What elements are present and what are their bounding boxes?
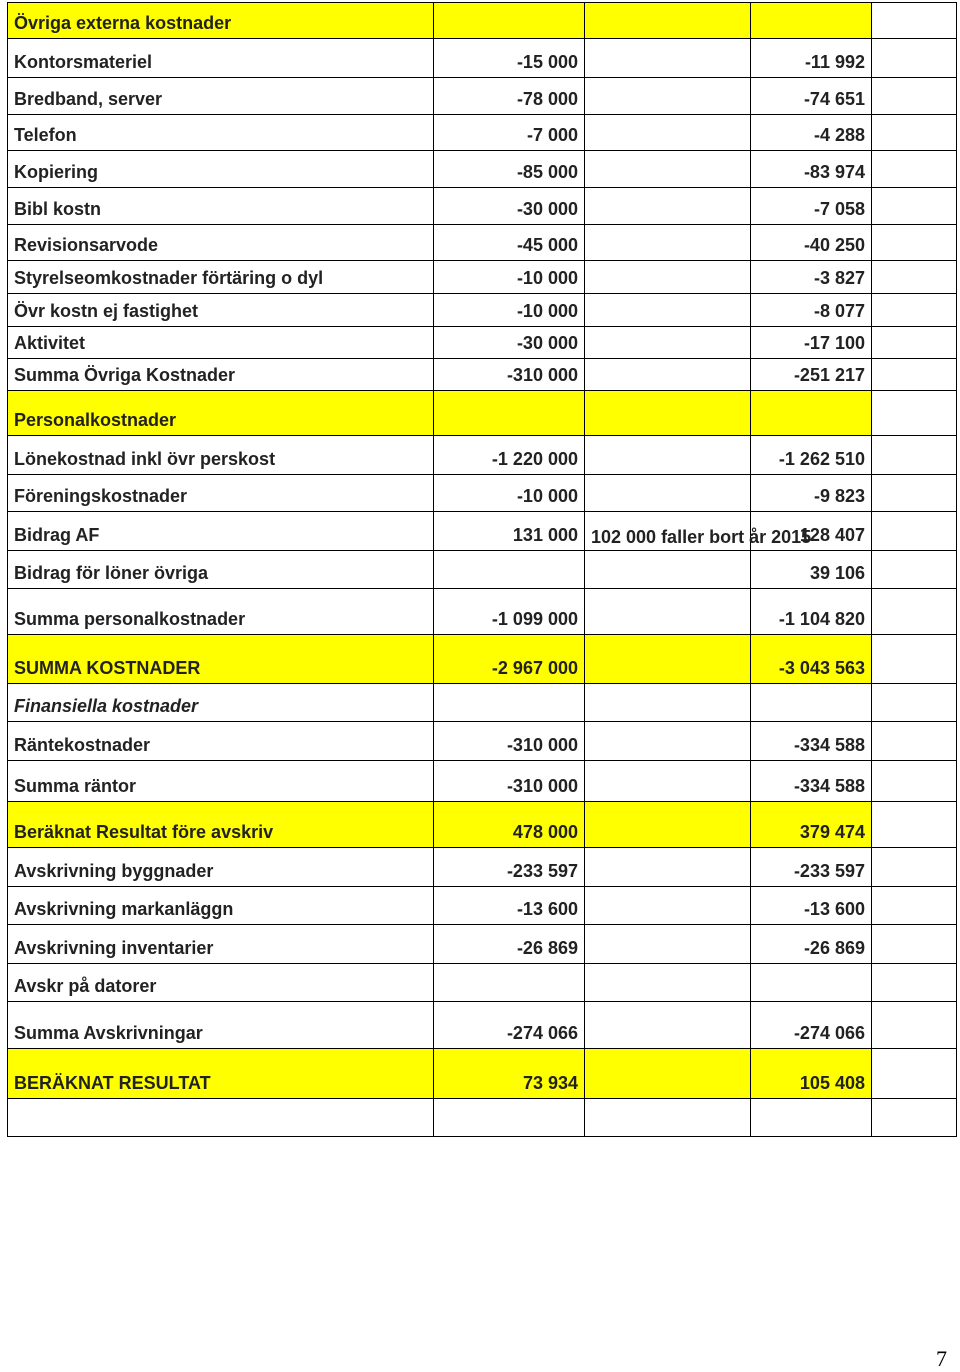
section-title: Övriga externa kostnader <box>8 3 434 39</box>
row-budget: -7 000 <box>434 115 585 151</box>
row-outcome: 39 106 <box>751 551 872 589</box>
section-header-row <box>8 3 957 39</box>
row-outcome: 105 408 <box>751 1049 872 1099</box>
row-outcome: -13 600 <box>751 887 872 925</box>
row-budget <box>434 964 585 1002</box>
row-outcome: -83 974 <box>751 151 872 188</box>
row-outcome: 128 407 <box>751 512 872 551</box>
row-label: Summa personalkostnader <box>8 589 434 635</box>
row-label: Bredband, server <box>8 78 434 115</box>
row-label: Avskrivning inventarier <box>8 925 434 964</box>
row-label: Avskrivning byggnader <box>8 848 434 887</box>
table-row <box>8 722 957 761</box>
table-row <box>8 475 957 512</box>
row-budget: -85 000 <box>434 151 585 188</box>
row-budget: -2 967 000 <box>434 635 585 684</box>
row-label: Styrelseomkostnader förtäring o dyl <box>8 261 434 294</box>
row-outcome: -274 066 <box>751 1002 872 1049</box>
summary-row <box>8 761 957 802</box>
table-row <box>8 887 957 925</box>
table-row <box>8 848 957 887</box>
row-outcome: -74 651 <box>751 78 872 115</box>
row-budget: -310 000 <box>434 722 585 761</box>
result-row <box>8 1049 957 1099</box>
row-budget: -10 000 <box>434 261 585 294</box>
row-outcome: -7 058 <box>751 188 872 225</box>
table-row <box>8 512 957 551</box>
budget-table <box>7 2 957 1137</box>
row-label: Summa räntor <box>8 761 434 802</box>
total-row <box>8 802 957 848</box>
row-budget: 131 000 <box>434 512 585 551</box>
row-outcome: 379 474 <box>751 802 872 848</box>
row-budget: 73 934 <box>434 1049 585 1099</box>
table-row <box>8 115 957 151</box>
row-outcome: -40 250 <box>751 225 872 261</box>
row-outcome: -4 288 <box>751 115 872 151</box>
row-budget: -30 000 <box>434 188 585 225</box>
row-budget: -78 000 <box>434 78 585 115</box>
table-row <box>8 151 957 188</box>
summary-row <box>8 359 957 391</box>
row-budget: 478 000 <box>434 802 585 848</box>
section-header-row <box>8 391 957 436</box>
row-label: Beräknat Resultat före avskriv <box>8 802 434 848</box>
row-note: 102 000 faller bort år 2015 <box>585 512 751 551</box>
row-label: Avskrivning markanläggn <box>8 887 434 925</box>
row-outcome: -1 262 510 <box>751 436 872 475</box>
row-outcome: -11 992 <box>751 39 872 78</box>
row-label: Kontorsmateriel <box>8 39 434 78</box>
row-outcome: -251 217 <box>751 359 872 391</box>
row-budget <box>434 551 585 589</box>
row-budget: -10 000 <box>434 475 585 512</box>
section-header-row <box>8 684 957 722</box>
row-label: Bidrag AF <box>8 512 434 551</box>
row-label: Övr kostn ej fastighet <box>8 294 434 327</box>
total-row <box>8 635 957 684</box>
row-budget: -310 000 <box>434 761 585 802</box>
row-label: Summa Avskrivningar <box>8 1002 434 1049</box>
row-label: Avskr på datorer <box>8 964 434 1002</box>
row-outcome: -9 823 <box>751 475 872 512</box>
section-title: Finansiella kostnader <box>8 684 434 722</box>
row-label: Telefon <box>8 115 434 151</box>
table-row <box>8 78 957 115</box>
row-label: SUMMA KOSTNADER <box>8 635 434 684</box>
table-row <box>8 964 957 1002</box>
row-label: Föreningskostnader <box>8 475 434 512</box>
table-row <box>8 225 957 261</box>
row-label: Lönekostnad inkl övr perskost <box>8 436 434 475</box>
row-label: Kopiering <box>8 151 434 188</box>
row-label: BERÄKNAT RESULTAT <box>8 1049 434 1099</box>
row-budget: -10 000 <box>434 294 585 327</box>
row-budget: -30 000 <box>434 327 585 359</box>
empty-row <box>8 1099 957 1137</box>
table-row <box>8 925 957 964</box>
table-row <box>8 39 957 78</box>
row-outcome: -3 827 <box>751 261 872 294</box>
row-label: Revisionsarvode <box>8 225 434 261</box>
row-budget: -1 220 000 <box>434 436 585 475</box>
summary-row <box>8 589 957 635</box>
table-row <box>8 436 957 475</box>
page-number: 7 <box>936 1346 947 1371</box>
table-row <box>8 188 957 225</box>
row-outcome: -1 104 820 <box>751 589 872 635</box>
row-label: Summa Övriga Kostnader <box>8 359 434 391</box>
row-label: Aktivitet <box>8 327 434 359</box>
row-budget: -1 099 000 <box>434 589 585 635</box>
row-outcome <box>751 964 872 1002</box>
table-row <box>8 551 957 589</box>
row-label: Bidrag för löner övriga <box>8 551 434 589</box>
row-budget: -45 000 <box>434 225 585 261</box>
row-outcome: -334 588 <box>751 722 872 761</box>
table-row <box>8 294 957 327</box>
row-budget: -13 600 <box>434 887 585 925</box>
row-label: Räntekostnader <box>8 722 434 761</box>
row-outcome: -334 588 <box>751 761 872 802</box>
row-outcome: -3 043 563 <box>751 635 872 684</box>
row-outcome: -17 100 <box>751 327 872 359</box>
row-outcome: -233 597 <box>751 848 872 887</box>
table-row <box>8 261 957 294</box>
table-row <box>8 327 957 359</box>
row-budget: -274 066 <box>434 1002 585 1049</box>
row-outcome: -26 869 <box>751 925 872 964</box>
row-budget: -233 597 <box>434 848 585 887</box>
section-title: Personalkostnader <box>8 391 434 436</box>
row-budget: -310 000 <box>434 359 585 391</box>
row-label: Bibl kostn <box>8 188 434 225</box>
row-budget: -15 000 <box>434 39 585 78</box>
row-budget: -26 869 <box>434 925 585 964</box>
summary-row <box>8 1002 957 1049</box>
row-outcome: -8 077 <box>751 294 872 327</box>
